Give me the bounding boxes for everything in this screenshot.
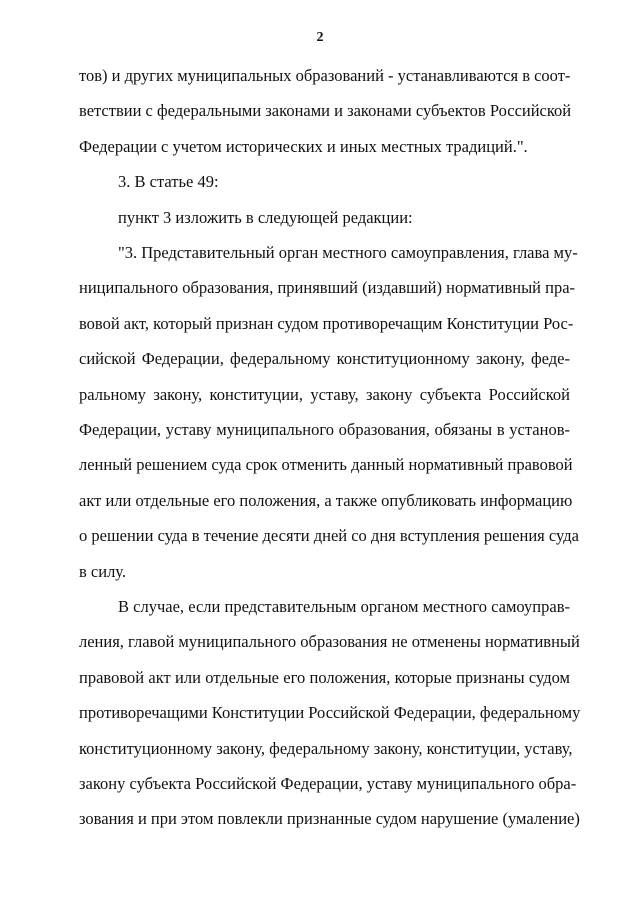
text-line: пункт 3 изложить в следующей редакции: — [118, 208, 413, 227]
text-line: ральному закону, конституции, уставу, закону субъекта Российской — [79, 385, 570, 404]
text-line: ветствии с федеральными законами и законами субъектов Российской — [79, 101, 572, 120]
text-line: В случае, если представительным органом местного самоуправ- — [118, 597, 570, 616]
text-line: Федерации, уставу муниципального образования, обязаны в установ- — [79, 420, 570, 439]
text-line: зования и при этом повлекли признанные судом нарушение (умаление) — [79, 809, 580, 828]
text-line: акт или отдельные его положения, а также опубликовать информацию — [79, 491, 573, 510]
text-line: ниципального образования, принявший (издавший) нормативный пра- — [79, 278, 576, 297]
text-line: конституционному закону, федеральному закону, конституции, уставу, — [79, 739, 573, 758]
text-line: "3. Представительный орган местного самоуправления, глава му- — [118, 243, 578, 262]
text-line: о решении суда в течение десяти дней со дня вступления решения суда — [79, 526, 579, 545]
text-line: ленный решением суда срок отменить данный нормативный правовой — [79, 455, 573, 474]
text-line: вовой акт, который признан судом противоречащим Конституции Рос- — [79, 314, 574, 333]
page-number: 2 — [316, 30, 324, 45]
text-line: тов) и других муниципальных образований - устанавливаются в соот- — [79, 66, 571, 85]
text-line: противоречащими Конституции Российской Федерации, федеральному — [79, 703, 581, 722]
text-line: правовой акт или отдельные его положения, которые признаны судом — [79, 668, 570, 687]
text-line: сийской Федерации, федеральному конституционному закону, феде- — [79, 349, 570, 368]
text-line: ления, главой муниципального образования не отменены нормативный — [79, 632, 580, 651]
text-line: в силу. — [79, 562, 127, 581]
section-heading: 3. В статье 49: — [118, 172, 219, 191]
text-line: Федерации с учетом исторических и иных местных традиций.". — [79, 137, 528, 156]
text-line: закону субъекта Российской Федерации, уставу муниципального обра- — [79, 774, 577, 793]
